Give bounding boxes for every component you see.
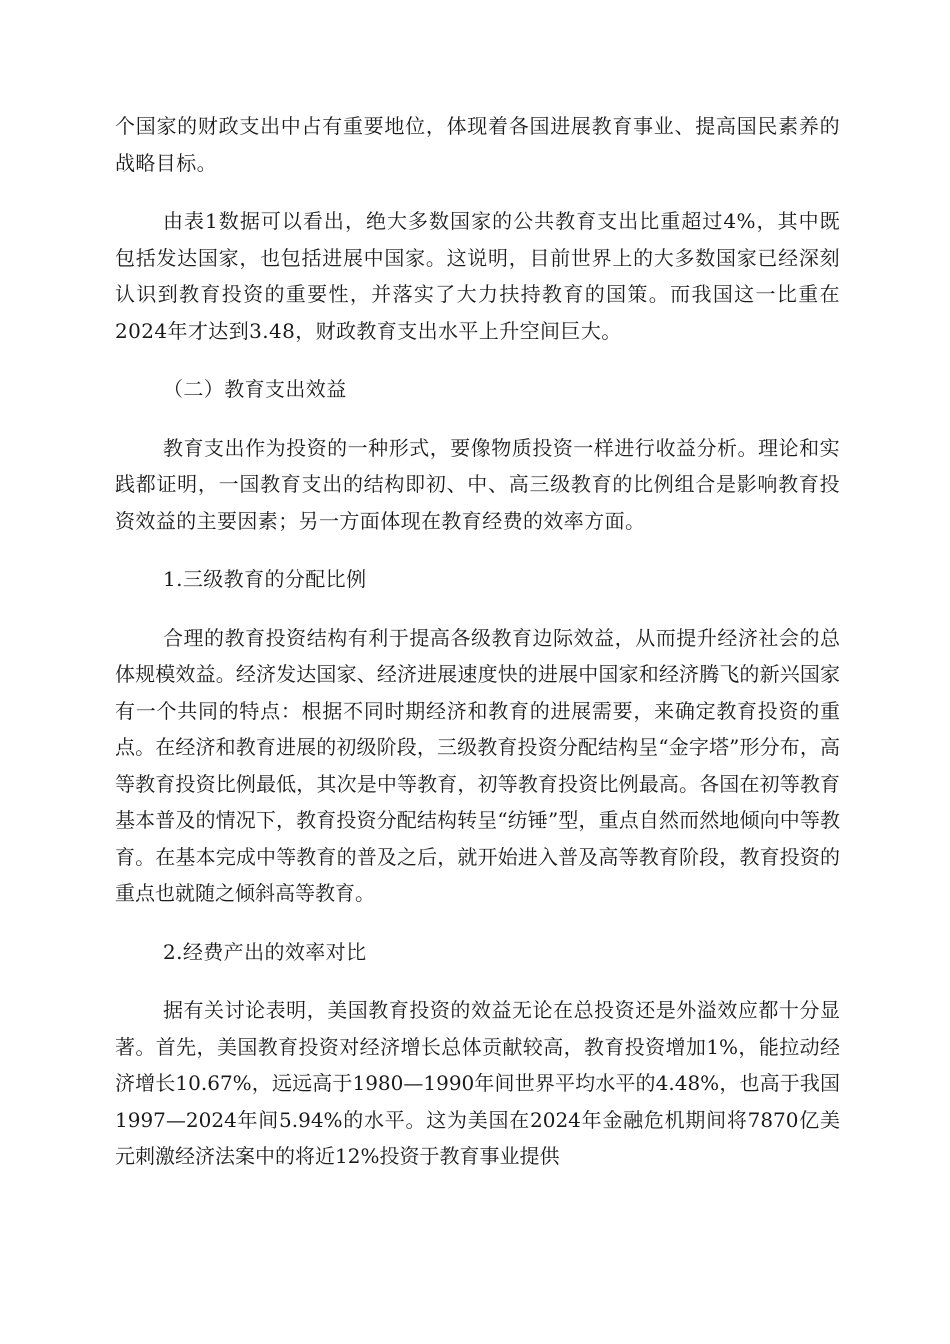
- paragraph-investment-analysis: 教育支出作为投资的一种形式，要像物质投资一样进行收益分析。理论和实践都证明，一国教育支出的结构即初、中、高三级教育的比例组合是影响教育投资效益的主要因素；另一方面体现在教育经费的效率方面。: [115, 435, 840, 533]
- subsection-heading-output-efficiency: 2.经费产出的效率对比: [163, 939, 367, 964]
- paragraph-public-education-share: 由表1数据可以看出，绝大多数国家的公共教育支出比重超过4%，其中既包括发达国家，也包括进展中国家。这说明，目前世界上的大多数国家已经深刻认识到教育投资的重要性，并落实了大力扶持教育的国策。而我国这一比重在2024年才达到3.48，财政教育支出水平上升空间巨大。: [115, 209, 840, 343]
- paragraph-continuation: 个国家的财政支出中占有重要地位，体现着各国进展教育事业、提高国民素养的战略目标。: [115, 114, 840, 175]
- paragraph-allocation-structure: 合理的教育投资结构有利于提高各级教育边际效益，从而提升经济社会的总体规模效益。经济发达国家、经济进展速度快的进展中国家和经济腾飞的新兴国家有一个共同的特点：根据不同时期经济和教育的进展需要，来确定教育投资的重点。在经济和教育进展的初级阶段，三级教育投资分配结构呈“金字塔”形分布，高等教育投资比例最低，其次是中等教育，初等教育投资比例最高。各国在初等教育基本普及的情况下，教育投资分配结构转呈“纺锤”型，重点自然而然地倾向中等教育。在基本完成中等教育的普及之后，就开始进入普及高等教育阶段，教育投资的重点也就随之倾斜高等教育。: [115, 625, 840, 905]
- document-page: [115, 108, 840, 1197]
- section-heading-education-efficiency: （二）教育支出效益: [163, 377, 347, 401]
- subsection-heading-allocation-ratio: 1.三级教育的分配比例: [163, 567, 367, 591]
- paragraph-us-education-efficiency: 据有关讨论表明，美国教育投资的效益无论在总投资还是外溢效应都十分显著。首先，美国教育投资对经济增长总体贡献较高，教育投资增加1%，能拉动经济增长10.67%，远远高于1980—1990年间世界平均水平的4.48%，也高于我国1997—2024年间5.94%的水平。这为美国在2024年金融危机期间将7870亿美元刺激经济法案中的将近12%投资于教育事业提供: [115, 998, 840, 1168]
